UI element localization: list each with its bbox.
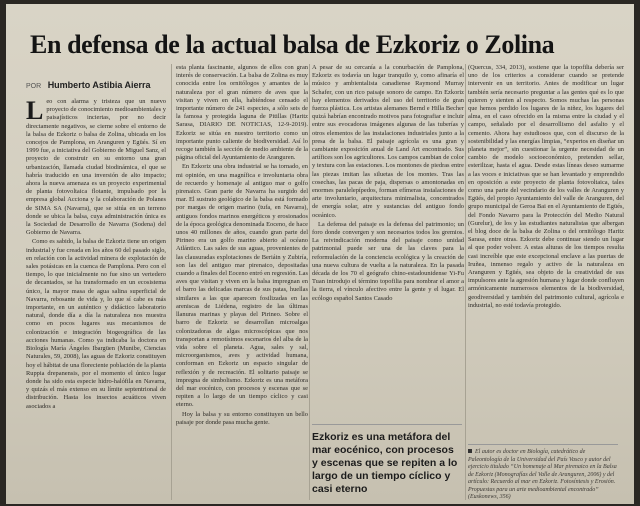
column-divider [309, 64, 310, 500]
square-bullet-icon [468, 449, 472, 453]
author-note [468, 444, 618, 502]
article-column-3 [312, 64, 464, 414]
paragraph: A pesar de su cercanía a la conurbación de Pamplona, Ezkoriz es todavía un lugar tranquilo y, como afinaría el músico y ambientalista canadiense Raymond Murray Schafer, con un rico paisaje sonoro de campo. En Ezkoriz hay elementos derivados del uso del territorio de gran fuerza plástica. Los artistas alemanes Bernd e Hilla Becher quizá habrían encontrado motivos para fotografiar e incluir entre sus evocadoras imágenes algunas de las tuberías y otros elementos de las instalaciones industriales junto a la presa de la balsa. El paisaje agrícola es una gran y cambiante exposición anual de Land Art encontrado. Sus artífices son los agricultores. Los campos cambian de color y textura con las estaciones. Los montones de piedras entre las piezas imitan las siluetas de los montes. Tras las cosechas, las pacas de paja, dispersas o amontonadas en enormes paralelepípedos, forman efímeras instalaciones de arte involuntario, arquitectura minimalista, concentrados de energía solar, atre y sustancias del antiguo fondo oceánico. [312, 64, 464, 219]
paragraph: En Ezkoriz una obra industrial se ha tornado, en mi opinión, en una magnífica e involuntaria obra de recuerdo y homenaje al antiguo mar o golfo pirenaico. Gran parte de Navarra ha surgido del mar. El sustrato geológico de la balsa está formado por margas de origen marino (tufa, en Navarra), antiguos fondos marinos energéticos y erosionados de la época geológica denominada Eoceno, de hace unos 40 millones de años, cuando gran parte del Pirineo era un golfo marino abierto al océano Atlántico. Las sales de sus aguas, provenientes de las clausuradas explotaciones de Beriáin y Zubiría, son las del antiguo mar pirenaico, depositadas cuando a finales del Eoceno entró en regresión. Las aves que visitan y viven en la balsa impregnan en el barro las delicadas marcas de sus patas, huellas similares a las que aparecen fosilizadas en las areniscas de Liédena, registro de las últimas llanuras marinas y playas del Pirineo. Sobre el barro de Ezkoriz se desarrollan microalgas colonizadoras de algas microscópicas que nos transportan a remotísimos escenarios del alba de la vida sobre el planeta. Agua, sales y sal, microorganismos, aves y actividad humana, conforman en Ezkoriz un espacio singular de reflexión y de recreación. El solitario paisaje se impregna de simbolismo. Ezkoriz es una metáfora del mar eocénico, con procesos y escenas que se repiten a lo largo de un tiempo cíclico y casi eterno. [176, 163, 308, 409]
paragraph: (Quercus, 334, 2013), sostiene que la topofilia debería ser uno de los criterios a considerar cuando se pretende intervenir en un territorio. Antes de modificar un lugar también sería necesario preguntar a las gentes qué es lo que quieren y sienten al respecto. Somos muchas las personas que hemos perdido los lugares de la niñez, los lugares del alma, en el caso ofrecido en la misma entre la ciudad y el campo, señalado por el desarrollismo del asfalto y el cemento. Ahora hay estudiosos que, con el discurso de la sostenibilidad y las energías limpias, “expertos en diseñar un planeta mejor”, sin cuestionar la urgente necesidad de un cambio de modelo socioeconómico, pretenden sellar, esterilizar, hasta el agua. Desde estas líneas deseo sumarme a las voces e iniciativas que se han levantado y emprendido en oposición a este proyecto de planta fotovoltaica, tales como una parte del vecindario de los valles de Aranguren y Egüés, del propio Ayuntamiento del valle de Aranguren, del grupo municipal de Geroa Bai en el Ayuntamiento de Egüés, del Fondo Navarro para la Protección del Medio Natural (Gurelur), de los y las estudiantes naturalistas que albergan el blog doce de la balsa de Zolina o del ornitólogo Haritz Sarasa, entre otras. Ezkoriz debe continuar siendo un lugar al que poder volver. A estas alturas de los tiempos resulta casi increíble que este excepcional enclave a las puertas de Iruñea, inmenso regalo y activo de la naturaleza en Aranguren y Egüés, sea objeto de la creatividad de sus impulsores ante la agresión humana y lugar donde confluyen armónicamente numerosos elementos de la biodiversidad, geodiversidad y también del patrimonio cultural, agrícola e industrial, no esté todavía protegido. [468, 64, 624, 309]
paragraph: esta planta fascinante, algunos de ellos con gran interés de conservación. La balsa de Zolina es muy conocida entre los ornitólogos y amantes de la naturaleza por el gran número de aves que la visitan y viven en ella, habiéndose censado el importante número de 241 especies, a sólo seis de la famosa y protegida laguna de Pitillas (Haritz Sarasa, DIARIO DE NOTICIAS, 12-9-2019). Ezkoriz se sitúa en nuestro territorio como un importante punto caliente de biodiversidad. Así lo recoge también la sección de medio ambiente de la página oficial del Ayuntamiento de Aranguren. [176, 64, 308, 162]
paragraph-text: eo con alarma y tristeza que un nuevo proyecto de conocimiento medioambientales y paisajísticos inciertas, por no decir directamente negativos, se cierne sobre el entorno de la balsa de Ezkoriz o balsa de Zolina, ubicada en los concejos de Pamplona, en Aranguren y Egüés. Sí en 1999 fue, a iniciativa del Gobierno de Miguel Sanz, el proyecto de construir en su entorno una gran urbanización, llamada ciudad biodinámica, el que se habría traducido en una inversión de alto impacto; ahora la nueva amenaza es un proyecto experimental de planta fotovoltaica flotante, impulsado por la empresa global Acciona y la colaboración de Polanes de SIMA SA (Navarra), que se sitúa en un terreno donde se ubica la balsa, cuya administración única es la Sociedad de Desarrollo de Navarra (Sodena) del Gobierno de Navarra. [26, 98, 166, 237]
article-headline: En defensa de la actual balsa de Ezkoriz o Zolina [30, 30, 555, 59]
byline [26, 80, 151, 90]
newspaper-page [6, 4, 634, 504]
author-name: Humberto Astibia Aierra [47, 80, 151, 90]
article-column-1 [26, 98, 166, 504]
paragraph: Como es sabido, la balsa de Ezkoriz tiene un origen industrial y fue creada en los años 60 del pasado siglo, en relación con la actividad minera de explotación de sales potásicas en la cuenca de Pamplona. Pero con el tiempo, lo que inicialmente no fue sino un vertedero de decantados, se ha transformado en un ecosistema único, la mayor masa de agua salina superficial de Navarra, rebosante de vida y, lo que sí cabe es más importante, en un auténtico y didáctico laboratorio natural, donde día a día la naturaleza nos muestra como en pocos lugares sus mecanismos de colonización e integración biogeográfica de las acciones humanas. Como ya indicaba la doctora en Biología María Ángeles Ibargüen (Munibe, Ciencias Naturales, 59, 2008), las aguas de Ezkoriz constituyen hoy el hábitat de una floreciente población de la planta Ruppia drepanensis, por el momento el único lugar donde ha sido esta especie hidro-halófila en Navarra, y quizás el más extenso en su límite septentrional de distribución. Hasta los insectos acuáticos viven asociados a [26, 238, 166, 410]
article-column-2 [176, 64, 308, 504]
paragraph: Hoy la balsa y su entorno constituyen un bello paisaje por donde pasa mucha gente. [176, 410, 308, 426]
article-column-4 [468, 64, 624, 444]
drop-cap: L [26, 98, 44, 125]
column-divider [465, 64, 466, 500]
first-paragraph [26, 98, 166, 237]
pull-quote: Ezkoriz es una metáfora del mar eocénico, con procesos y escenas que se repiten a lo largo de un tiempo cíclico y casi eterno [312, 424, 462, 496]
paragraph: La defensa del paisaje es la defensa del patrimonio; un foro donde convergen y son necesarios todos los gremios. La reivindicación moderna del paisaje como unidad patrimonial puede ser una de las claves para la reformulación de la conciencia ecológica y la creación de una nueva cultura de vuelta a la naturaleza. En la pasada década de los 70 el geógrafo chino-estadounidense Yi-Fu Tuan introdujo el término topofilia para nombrar el amor a la tierra, el vínculo afectivo entre la gente y el lugar. El ecólogo español Santos Casado [312, 220, 464, 302]
column-divider [171, 64, 172, 500]
author-note-text: El autor es doctor en Biología, catedrático de Paleontología de la Universidad del País Vasco y autor del ejercicio titulado “Un homenaje al Mar pirenaico en la Balsa de Ezkoriz (Monografías del Valle de Aranguren, 2006) y del artículo: Recuerdo al mar en Ezkoriz. Fotosíntesis y Erosión. Propuestas para un arte medioambiental encontrado” (Euskonews, 356) [468, 449, 617, 500]
byline-prefix: POR [26, 83, 42, 90]
